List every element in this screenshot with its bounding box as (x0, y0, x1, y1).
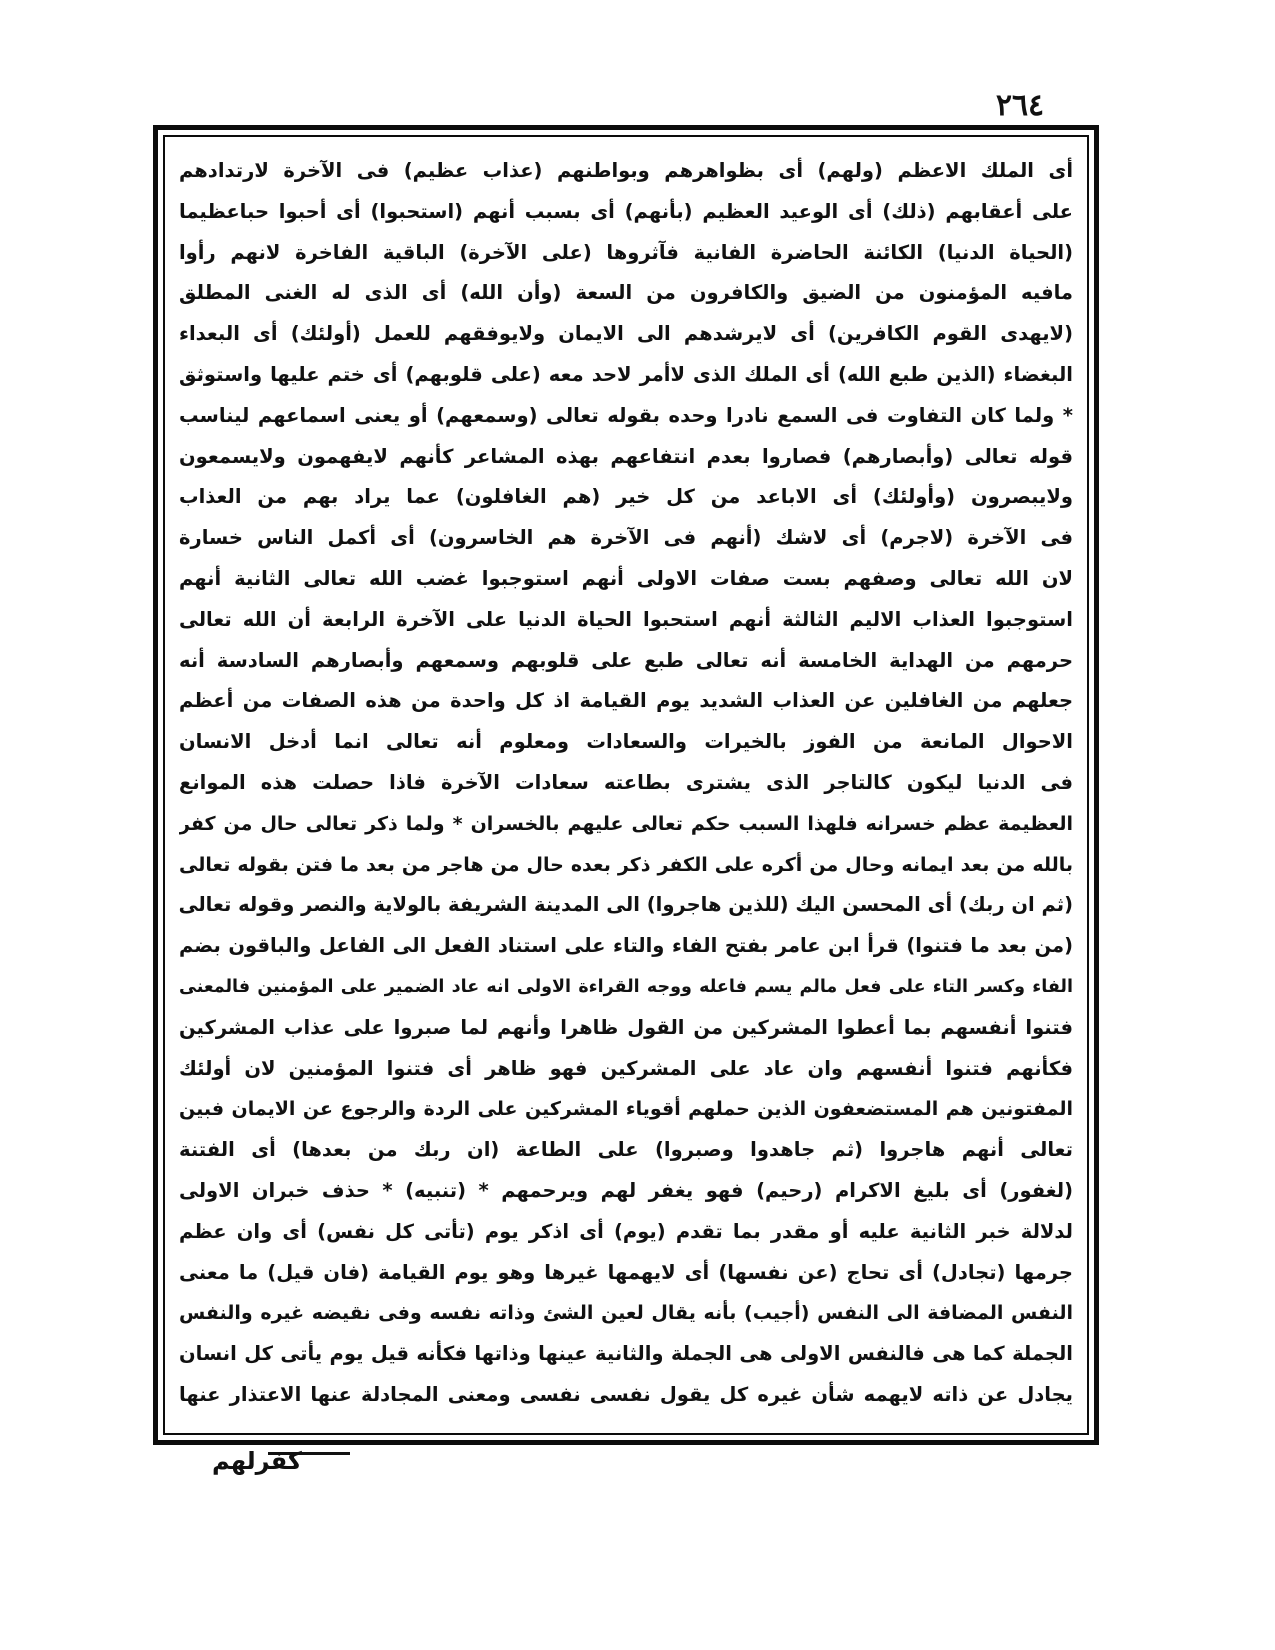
text-line: يجادل عن ذاته لايهمه شأن غيره كل يقول نفسى نفسى ومعنى المجادلة عنها الاعتذار عنها (179, 1382, 1073, 1406)
text-line: فى الآخرة (لاجرم) أى لاشك (أنهم فى الآخرة هم الخاسرون) أى أكمل الناس خسارة (179, 526, 1073, 550)
text-line: (لايهدى القوم الكافرين) أى لايرشدهم الى الايمان ولايوفقهم للعمل (أولئك) أى البعداء (179, 322, 1073, 346)
text-line: مافيه المؤمنون من الضيق والكافرون من السعة (وأن الله) أى الذى له الغنى المطلق (179, 281, 1073, 305)
text-line: العظيمة عظم خسرانه فلهذا السبب حكم تعالى عليهم بالخسران * ولما ذكر تعالى حال من كفر (179, 812, 1073, 835)
text-line: جعلهم من الغافلين عن العذاب الشديد يوم القيامة اذ كل واحدة من هذه الصفات من أعظم (179, 689, 1073, 713)
text-line: فى الدنيا ليكون كالتاجر الذى يشترى بطاعته سعادات الآخرة فاذا حصلت هذه الموانع (179, 770, 1073, 794)
text-line: حرمهم من الهداية الخامسة أنه تعالى طبع على قلوبهم وسمعهم وأبصارهم السادسة أنه (179, 648, 1073, 672)
page-frame (153, 125, 1099, 1445)
text-line: تعالى أنهم هاجروا (ثم جاهدوا وصبروا) على الطاعة (ان ربك من بعدها) أى الفتنة (179, 1138, 1073, 1162)
catchword: كفرلهم (212, 1447, 302, 1475)
text-line: بالله من بعد ايمانه وحال من أكره على الكفر ذكر بعده حال من هاجر من بعد ما فتن بقوله تعالى (179, 853, 1073, 876)
page-frame-inner-rule (163, 135, 1089, 1435)
text-line: النفس المضافة الى النفس (أجيب) بأنه يقال لعين الشئ وذاته نفسه وفى نقيضه غيره والنفس (179, 1302, 1073, 1325)
text-line: على أعقابهم (ذلك) أى الوعيد العظيم (بأنهم) أى بسبب أنهم (استحبوا) أى أحبوا حباعظيما (179, 199, 1073, 223)
text-line: (لغفور) أى بليغ الاكرام (رحيم) فهو يغفر لهم ويرحمهم * (تنبيه) * حذف خبران الاولى (179, 1178, 1073, 1202)
text-line: لدلالة خبر الثانية عليه أو مقدر بما تقدم (يوم) أى اذكر يوم (تأتى كل نفس) أى وان عظم (179, 1219, 1073, 1243)
text-line: قوله تعالى (وأبصارهم) فصاروا بعدم انتفاعهم بهذه المشاعر كأنهم لايفهمون ولايسمعون (179, 444, 1073, 468)
text-line: جرمها (تجادل) أى تحاج (عن نفسها) أى لايهمها غيرها وهو يوم القيامة (فان قيل) ما معنى (179, 1260, 1073, 1284)
text-line: فكأنهم فتنوا أنفسهم وان عاد على المشركين فهو ظاهر أى فتنوا المؤمنين لان أولئك (179, 1056, 1073, 1080)
page-number: ٢٦٤ (995, 88, 1045, 123)
text-line: الجملة كما هى فالنفس الاولى هى الجملة والثانية عينها وذاتها فكأنه قيل يوم يأتى كل انسان (179, 1342, 1073, 1366)
text-line: أى الملك الاعظم (ولهم) أى بظواهرهم وبواطنهم (عذاب عظيم) فى الآخرة لارتدادهم (179, 159, 1073, 182)
text-line: الاحوال المانعة من الفوز بالخيرات والسعادات ومعلوم أنه تعالى انما أدخل الانسان (179, 730, 1073, 754)
text-line: استوجبوا العذاب الاليم الثالثة أنهم استحبوا الحياة الدنيا على الآخرة الرابعة أن الله تعالى (179, 607, 1073, 631)
text-line: فتنوا أنفسهم بما أعطوا المشركين من القول ظاهرا وأنهم لما صبروا على عذاب المشركين (179, 1015, 1073, 1039)
body-text (179, 151, 1073, 1423)
text-line: المفتونين هم المستضعفون الذين حملهم أقوياء المشركين على الردة والرجوع عن الايمان فبين (179, 1098, 1073, 1121)
text-line: ولايبصرون (وأولئك) أى الاباعد من كل خير (هم الغافلون) عما يراد بهم من العذاب (179, 485, 1073, 509)
text-line: لان الله تعالى وصفهم بست صفات الاولى أنهم استوجبوا غضب الله تعالى الثانية أنهم (179, 566, 1073, 590)
text-line: الفاء وكسر التاء على فعل مالم يسم فاعله ووجه القراءة الاولى انه عاد الضمير على المؤمنين فالمعنى (179, 976, 1073, 997)
text-line: (من بعد ما فتنوا) قرأ ابن عامر بفتح الفاء والتاء على استناد الفعل الى الفاعل والباقون بضم (179, 934, 1073, 958)
text-line: (الحياة الدنيا) الكائنة الحاضرة الفانية فآثروها (على الآخرة) الباقية الفاخرة لانهم رأوا (179, 240, 1073, 264)
text-line: البغضاء (الذين طبع الله) أى الملك الذى لاأمر لاحد معه (على قلوبهم) أى ختم عليها واستوثق (179, 362, 1073, 386)
text-line: * ولما كان التفاوت فى السمع نادرا وحده بقوله تعالى (وسمعهم) أو يعنى اسماعهم ليناسب (179, 403, 1073, 427)
text-line: (ثم ان ربك) أى المحسن اليك (للذين هاجروا) الى المدينة الشريفة بالولاية والنصر وقوله تعالى (179, 893, 1073, 917)
